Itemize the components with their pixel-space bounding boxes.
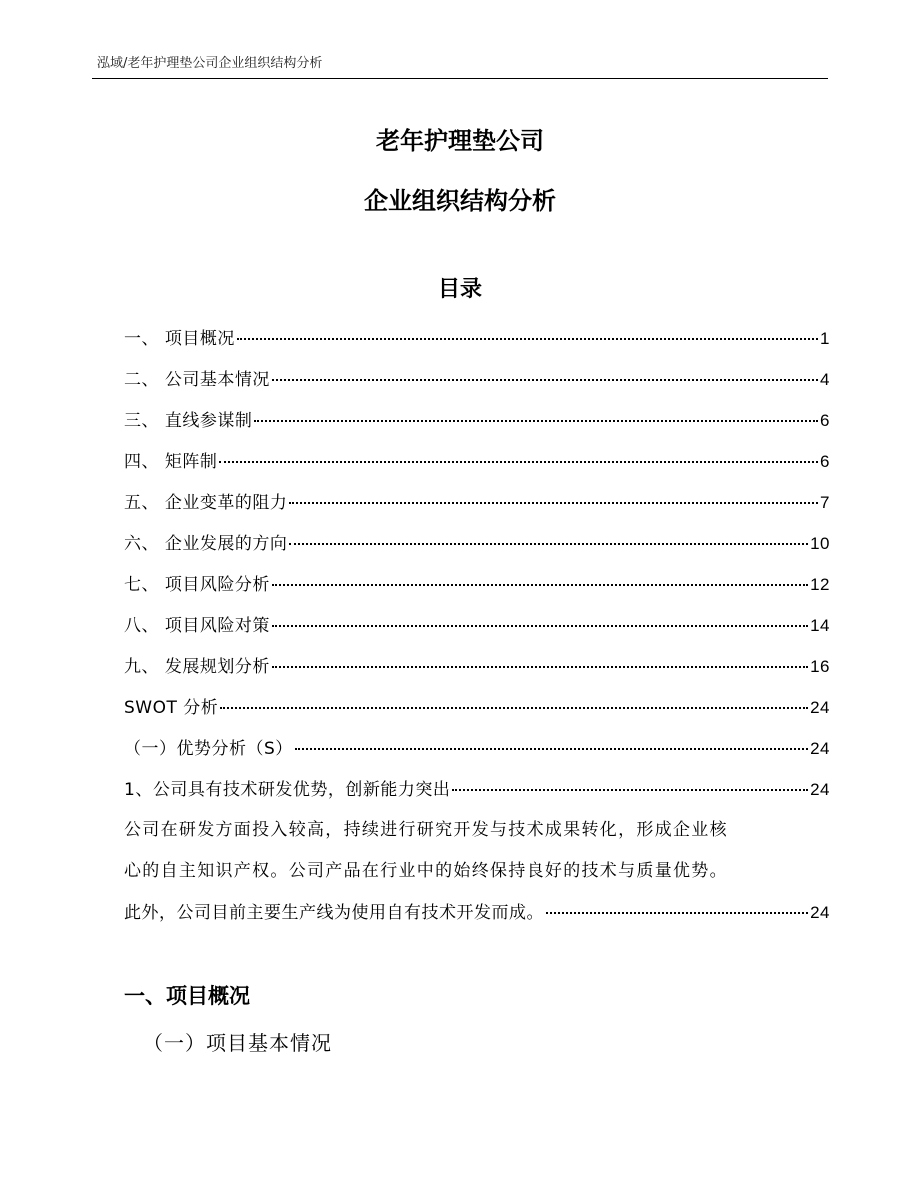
toc-entry-title: 一、 项目概况 (124, 329, 235, 349)
toc-dot-leader (272, 584, 808, 586)
toc-entry-title: （一）优势分析（S） (124, 739, 293, 759)
toc-entry-title: 二、 公司基本情况 (124, 370, 270, 390)
toc-entry-title: SWOT 分析 (124, 698, 219, 718)
toc-dot-leader (452, 789, 808, 791)
toc-entry-title: 四、 矩阵制 (124, 452, 218, 472)
toc-entry[interactable] (124, 359, 830, 400)
toc-entry[interactable] (124, 318, 830, 359)
toc-entry[interactable] (124, 728, 830, 769)
toc-heading: 目录 (437, 277, 482, 302)
toc-entry[interactable] (124, 441, 830, 482)
section-heading: 一、项目概况 (124, 984, 250, 1008)
toc-entry[interactable] (124, 605, 830, 646)
toc-entry-page: 4 (820, 370, 830, 389)
toc-entry-title: 九、 发展规划分析 (124, 657, 270, 677)
document-title: 老年护理垫公司 (376, 127, 544, 155)
toc-dot-leader (546, 912, 808, 914)
toc-entry-title: 1、公司具有技术研发优势，创新能力突出 (124, 780, 451, 800)
toc-entry-page: 10 (810, 534, 830, 553)
toc-dot-leader (254, 420, 818, 422)
toc-paragraph-line: 心的自主知识产权。公司产品在行业中的始终保持良好的技术与质量优势。 (124, 861, 728, 881)
toc-paragraph-last-line (124, 892, 830, 933)
toc-entry-page: 24 (810, 903, 830, 922)
toc-dot-leader (237, 338, 818, 340)
toc-entry[interactable] (124, 769, 830, 810)
running-header: 泓域/老年护理垫公司企业组织结构分析 (97, 56, 323, 71)
toc-entry[interactable] (124, 523, 830, 564)
toc-dot-leader (295, 748, 808, 750)
toc-entry-title: 三、 直线参谋制 (124, 411, 253, 431)
toc-paragraph-line: 公司在研发方面投入较高，持续进行研究开发与技术成果转化，形成企业核 (124, 820, 728, 840)
toc-dot-leader (289, 502, 818, 504)
toc-entry-page: 7 (820, 493, 830, 512)
toc-entry-page: 24 (810, 739, 830, 758)
subsection-heading: （一）项目基本情况 (143, 1031, 332, 1055)
toc-entry-title: 八、 项目风险对策 (124, 616, 270, 636)
header-divider (92, 78, 828, 79)
table-of-contents (124, 318, 830, 933)
toc-entry[interactable] (124, 687, 830, 728)
toc-entry-page: 24 (810, 698, 830, 717)
toc-entry-page: 16 (810, 657, 830, 676)
toc-dot-leader (272, 666, 808, 668)
toc-entry[interactable] (124, 400, 830, 441)
toc-dot-leader (289, 543, 808, 545)
toc-entry-title: 五、 企业变革的阻力 (124, 493, 288, 513)
toc-entry[interactable] (124, 646, 830, 687)
toc-dot-leader (272, 625, 808, 627)
toc-entry[interactable] (124, 482, 830, 523)
toc-entry-title: 六、 企业发展的方向 (124, 534, 288, 554)
toc-entry[interactable] (124, 564, 830, 605)
toc-entry-page: 12 (810, 575, 830, 594)
document-subtitle: 企业组织结构分析 (364, 187, 556, 215)
toc-entry-title: 七、 项目风险分析 (124, 575, 270, 595)
toc-dot-leader (219, 461, 818, 463)
toc-entry-page: 6 (820, 411, 830, 430)
toc-entry-paragraph[interactable] (124, 810, 830, 933)
toc-dot-leader (272, 379, 818, 381)
toc-dot-leader (220, 707, 808, 709)
toc-entry-page: 24 (810, 780, 830, 799)
toc-entry-page: 6 (820, 452, 830, 471)
toc-entry-page: 1 (820, 329, 830, 348)
toc-paragraph-line: 此外，公司目前主要生产线为使用自有技术开发而成。 (124, 903, 544, 923)
toc-entry-page: 14 (810, 616, 830, 635)
